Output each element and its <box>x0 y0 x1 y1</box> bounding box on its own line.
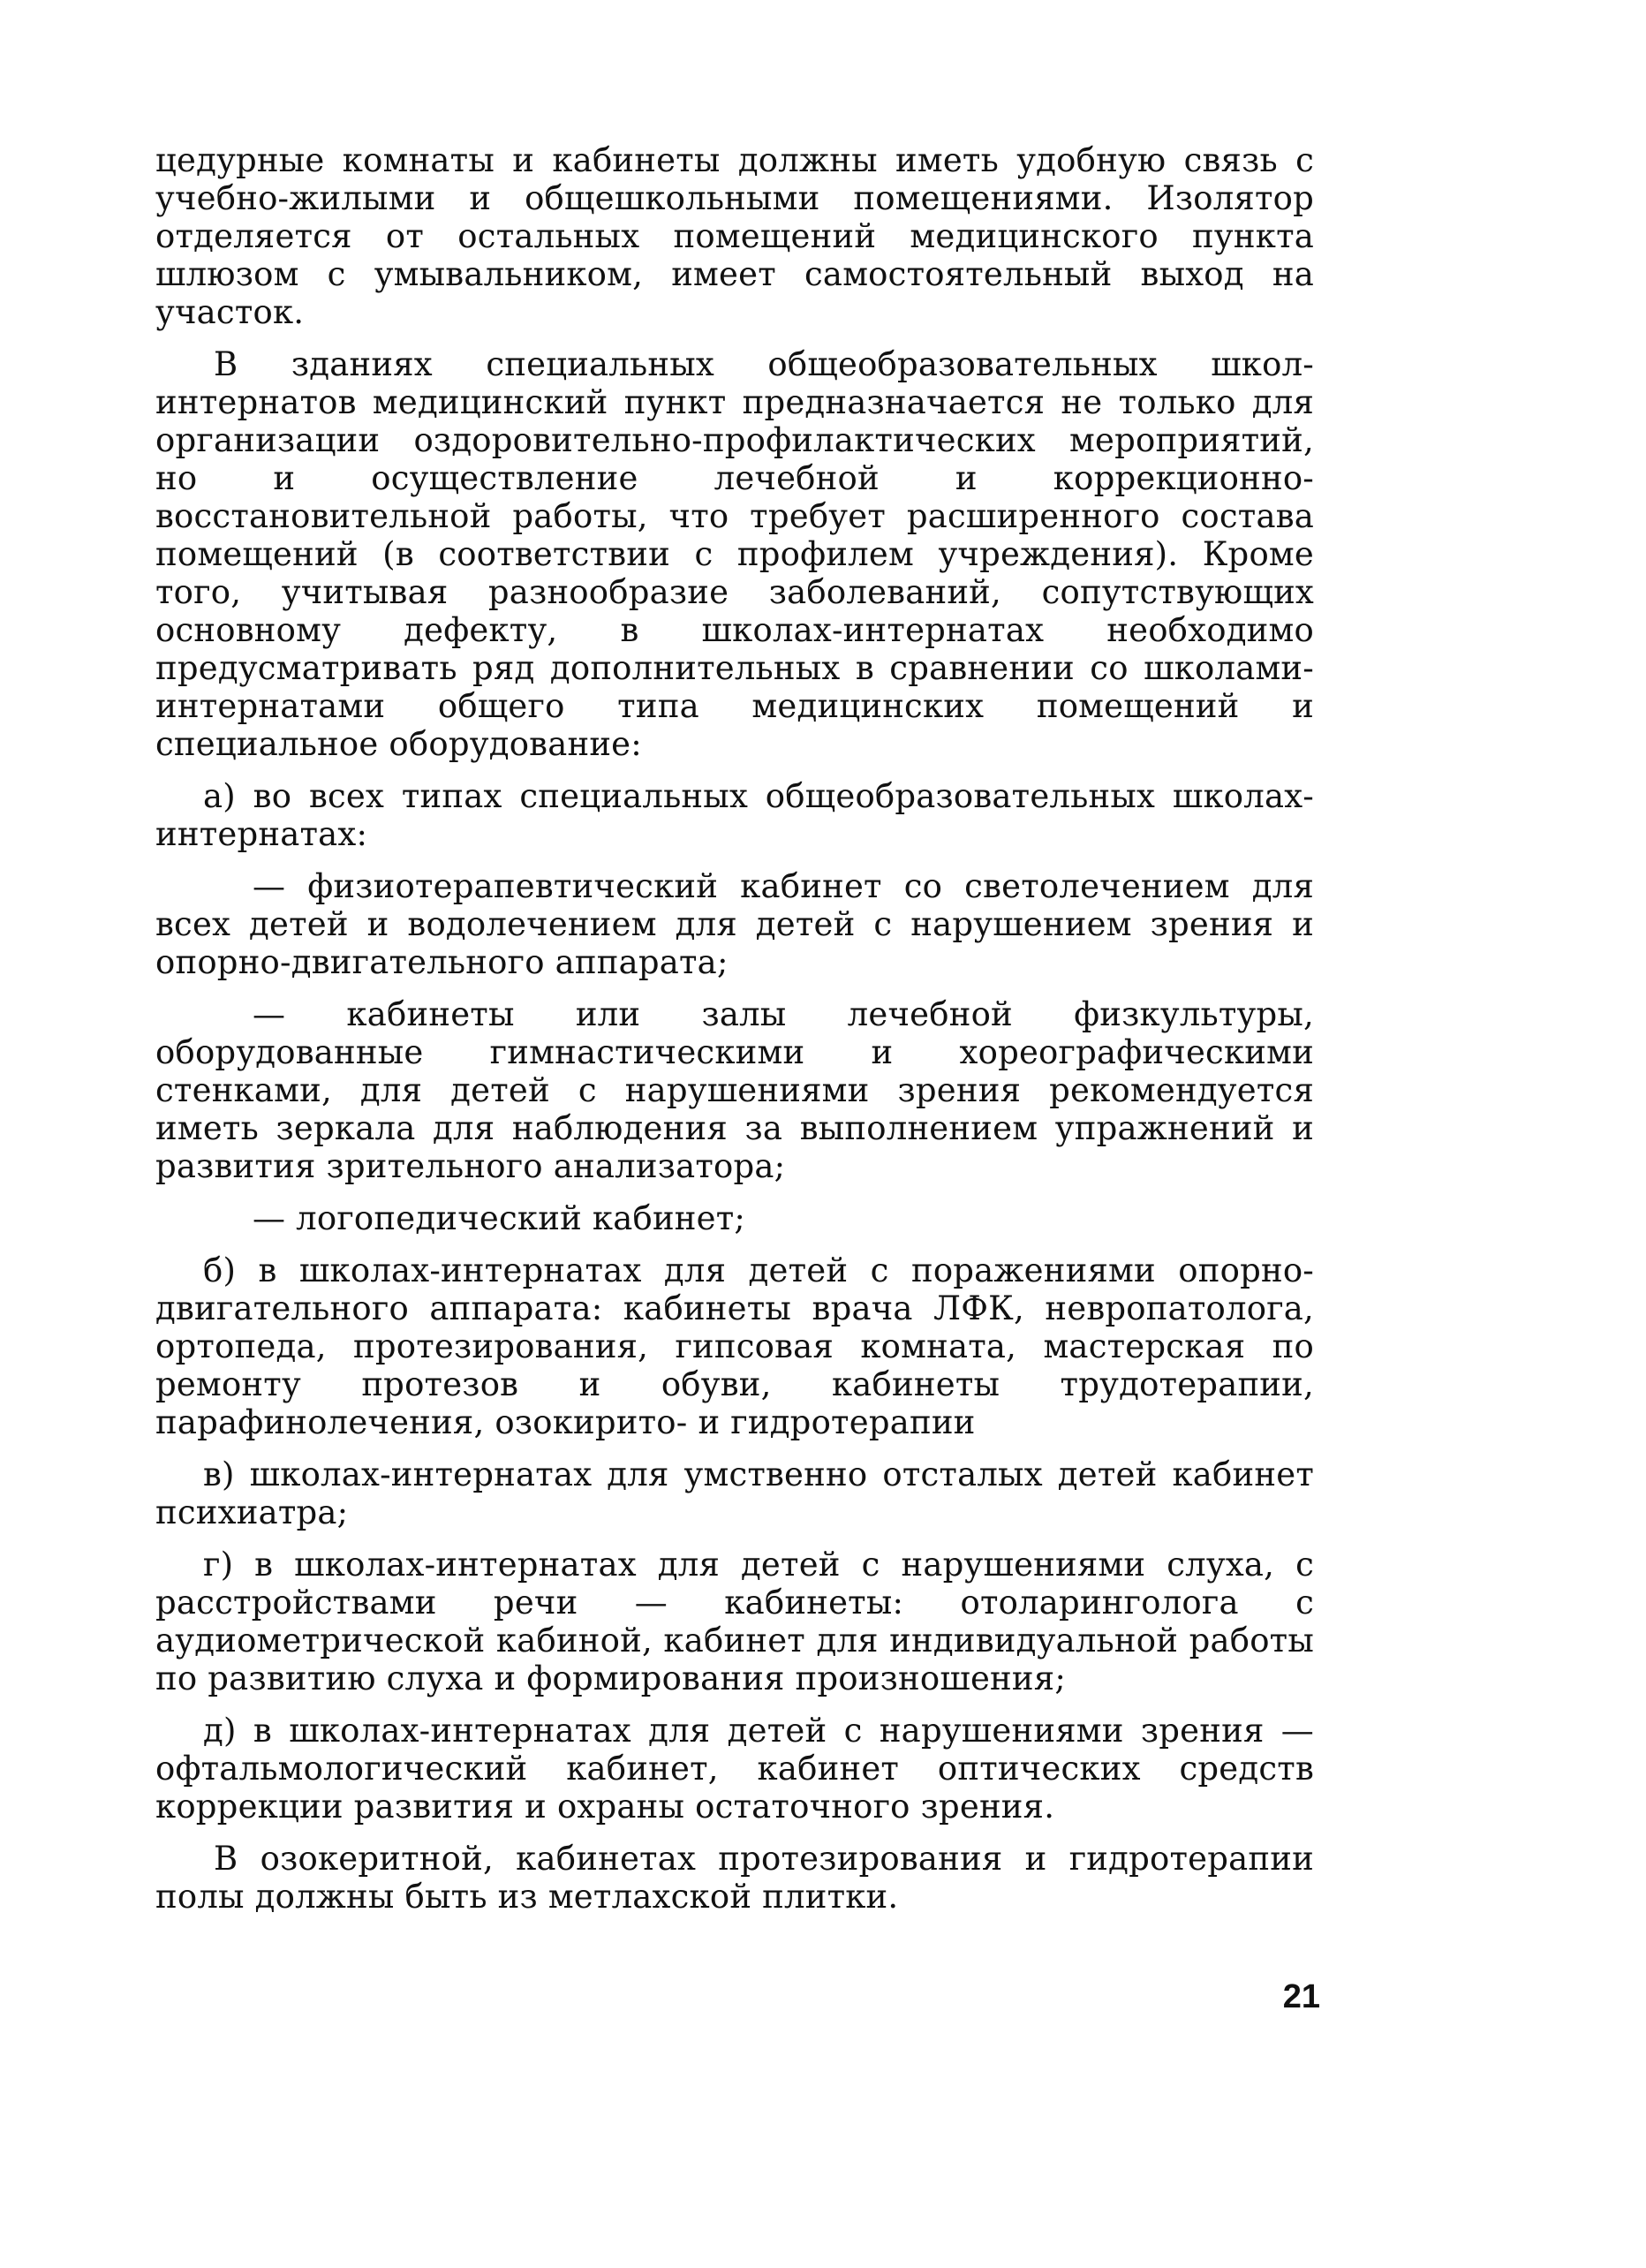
sub-item-physiotherapy: — физиотерапевтический кабинет со светолечением для всех детей и водолечением для детей с нарушением зрения и опорно-двигательного аппарата; <box>155 867 1314 981</box>
list-item-a: а) во всех типах специальных общеобразовательных школах-интернатах: <box>155 777 1314 853</box>
body-text <box>155 141 1314 1930</box>
list-item-d: д) в школах-интернатах для детей с нарушениями зрения — офтальмологический кабинет, кабинет оптических средств коррекции развития и охраны остаточного зрения. <box>155 1712 1314 1826</box>
paragraph-continuation: цедурные комнаты и кабинеты должны иметь удобную связь с учебно-жилыми и общешкольными помещениями. Изолятор отделяется от остальных помещений медицинского пункта шлюзом с умывальником, имеет самостоятельный выход на участок. <box>155 141 1314 331</box>
page-number: 21 <box>1282 1978 1320 2015</box>
list-item-g: г) в школах-интернатах для детей с нарушениями слуха, с расстройствами речи — кабинеты: отоларинголога с аудиометрической кабиной, кабинет для индивидуальной работы по развитию слуха и формирования произношения; <box>155 1546 1314 1697</box>
paragraph-flooring: В озокеритной, кабинетах протезирования и гидротерапии полы должны быть из метлахской плитки. <box>155 1840 1314 1916</box>
sub-item-physical-therapy: — кабинеты или залы лечебной физкультуры, оборудованные гимнастическими и хореографическими стенками, для детей с нарушениями зрения рекомендуется иметь зеркала для наблюдения за выполнением упражнений и развития зрительного анализатора; <box>155 995 1314 1185</box>
list-item-v: в) школах-интернатах для умственно отсталых детей кабинет психиатра; <box>155 1455 1314 1531</box>
paragraph-special-schools: В зданиях специальных общеобразовательных школ-интернатов медицинский пункт предназначается не только для организации оздоровительно-профилактических мероприятий, но и осуществление лечебной и коррекционно-восстановительной работы, что требует расширенного состава помещений (в соответствии с профилем учреждения). Кроме того, учитывая разнообразие заболеваний, сопутствующих основному дефекту, в школах-интернатах необходимо предусматривать ряд дополнительных в сравнении со школами-интернатами общего типа медицинских помещений и специальное оборудование: <box>155 345 1314 763</box>
list-item-b: б) в школах-интернатах для детей с поражениями опорно-двигательного аппарата: кабинеты врача ЛФК, невропатолога, ортопеда, протезирования, гипсовая комната, мастерская по ремонту протезов и обуви, кабинеты трудотерапии, парафинолечения, озокирито- и гидротерапии <box>155 1251 1314 1441</box>
sub-item-speech-therapy: — логопедический кабинет; <box>253 1199 746 1237</box>
